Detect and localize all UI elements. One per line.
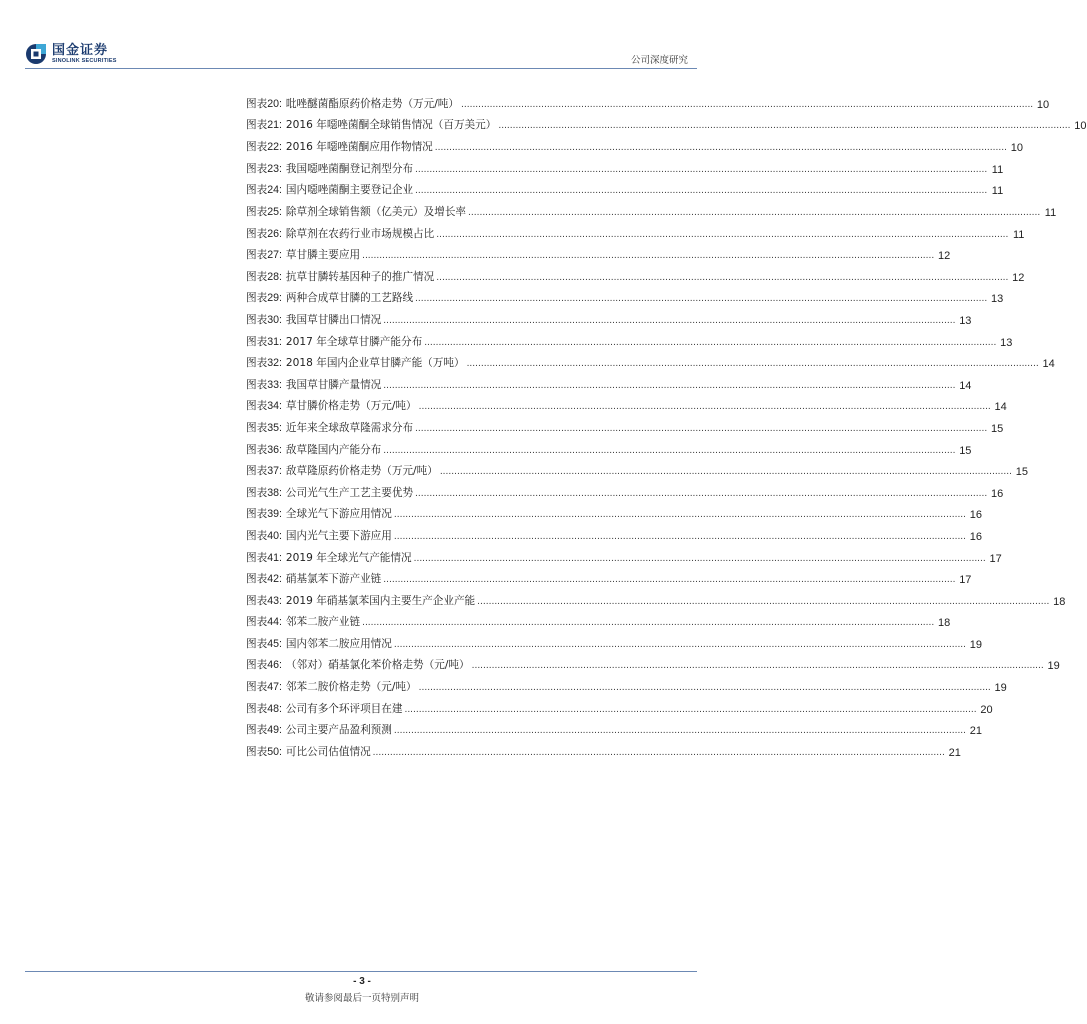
leader-dots: ........................................................................................................................................................................................................ [498, 121, 1071, 132]
leader-dots: ........................................................................................................................................................................................................ [415, 186, 988, 197]
figure-label-text: 图表 [246, 292, 268, 305]
figure-label-text: 图表 [246, 400, 268, 413]
leader-dots: ........................................................................................................................................................................................................ [383, 575, 956, 586]
toc-entry[interactable] [246, 154, 1004, 176]
figure-title: 公司光气生产工艺主要优势 [285, 486, 414, 499]
figure-number: 24: [267, 184, 282, 197]
figure-title: 2016 年噁唑菌酮应用作物情况 [285, 140, 433, 153]
toc-entry[interactable] [246, 672, 1007, 695]
figure-title: 除草剂在农药行业市场规模占比 [285, 227, 435, 240]
leader-dots: ........................................................................................................................................................................................................ [393, 726, 967, 737]
leader-dots: ........................................................................................................................................................................................................ [461, 99, 1034, 110]
figure-number: 47: [267, 681, 282, 694]
leader-dots: ........................................................................................................................................................................................................ [362, 251, 935, 262]
figure-label [246, 442, 282, 457]
toc-entry[interactable] [246, 132, 1023, 154]
figure-number: 48: [267, 702, 282, 715]
figure-label [246, 398, 282, 413]
figure-number: 40: [267, 529, 282, 542]
leader-dots: ........................................................................................................................................................................................................ [468, 207, 1041, 218]
figure-title: 公司有多个环评项目在建 [285, 702, 403, 715]
figure-title: 敌草隆原药价格走势（万元/吨） [285, 465, 438, 478]
page-ref: 15 [1015, 466, 1028, 479]
figure-number: 26: [267, 227, 282, 240]
logo-name-en: SINOLINK SECURITIES [52, 57, 117, 64]
page-ref: 16 [990, 487, 1004, 500]
page-ref: 13 [959, 314, 972, 327]
figure-label [246, 269, 282, 284]
toc-entry[interactable] [246, 392, 1007, 414]
page-number: - 3 - [353, 976, 371, 987]
figure-title: 国内邻苯二胺应用情况 [285, 637, 392, 650]
page-ref: 11 [1044, 206, 1057, 219]
toc-entry[interactable] [246, 629, 983, 651]
page-ref: 17 [959, 574, 972, 587]
page-ref: 11 [991, 185, 1004, 198]
figure-label-text: 图表 [246, 421, 268, 434]
toc-entry[interactable] [246, 521, 983, 543]
figure-number: 37: [267, 465, 282, 478]
figure-number: 34: [267, 400, 282, 413]
figure-number: 46: [267, 659, 282, 672]
figure-label-text: 图表 [246, 702, 268, 715]
page-ref: 15 [990, 422, 1004, 435]
page-ref: 12 [938, 250, 951, 263]
figure-label [246, 420, 282, 435]
figure-label-text: 图表 [246, 140, 268, 153]
figure-label [246, 377, 282, 392]
leader-dots: ........................................................................................................................................................................................................ [393, 531, 967, 542]
figure-label-text: 图表 [246, 443, 268, 456]
figure-title: 2019 年硝基氯苯国内主要生产企业产能 [285, 594, 476, 607]
figure-label-text: 图表 [246, 465, 268, 478]
figure-number: 41: [267, 551, 282, 564]
figure-label-text: 图表 [246, 357, 268, 370]
toc-entry[interactable] [246, 608, 951, 630]
leader-dots: ........................................................................................................................................................................................................ [372, 747, 945, 758]
figure-title: 我国噁唑菌酮登记剂型分布 [285, 162, 414, 175]
figure-label-text: 图表 [246, 637, 268, 650]
figure-label-text: 图表 [246, 745, 268, 758]
figure-number: 20: [267, 97, 282, 110]
disclaimer-note: 敬请参阅最后一页特别声明 [304, 993, 419, 1004]
figure-title: 国内噁唑菌酮主要登记企业 [285, 184, 414, 197]
logo-name-cn: 国金证券 [52, 42, 109, 58]
figure-title: 草甘膦价格走势（万元/吨） [285, 400, 417, 413]
leader-dots: ........................................................................................................................................................................................................ [413, 553, 986, 564]
figure-label-text: 图表 [246, 659, 268, 672]
toc-entry[interactable] [246, 716, 983, 738]
figure-title: 2019 年全球光气产能情况 [285, 551, 412, 564]
figure-label-text: 图表 [246, 313, 268, 326]
leader-dots: ........................................................................................................................................................................................................ [471, 661, 1044, 672]
figure-label-text: 图表 [246, 227, 268, 240]
leader-dots: ........................................................................................................................................................................................................ [424, 337, 997, 348]
toc-entry[interactable] [246, 500, 983, 522]
figure-number: 25: [267, 205, 282, 218]
page-ref: 17 [989, 552, 1002, 565]
company-logo [25, 40, 117, 68]
page-ref: 14 [959, 379, 972, 392]
leader-dots: ........................................................................................................................................................................................................ [415, 294, 988, 305]
figure-label-text: 图表 [246, 573, 268, 586]
toc-entry[interactable] [246, 349, 1055, 371]
figure-title: 硝基氯苯下游产业链 [285, 573, 382, 586]
leader-dots: ........................................................................................................................................................................................................ [477, 596, 1050, 607]
figure-number: 29: [267, 292, 282, 305]
figure-label [246, 636, 282, 651]
figure-label-text: 图表 [246, 681, 268, 694]
figure-label [246, 117, 282, 132]
toc-entry[interactable] [246, 565, 972, 587]
figure-number: 49: [267, 724, 282, 737]
page-ref: 13 [990, 293, 1004, 306]
figure-label [246, 161, 282, 176]
leader-dots: ........................................................................................................................................................................................................ [393, 639, 967, 650]
page-ref: 10 [1074, 120, 1087, 133]
figure-title: 草甘膦主要应用 [285, 249, 361, 262]
figure-label-text: 图表 [246, 551, 268, 564]
figure-label [246, 204, 282, 219]
leader-dots: ........................................................................................................................................................................................................ [436, 272, 1009, 283]
toc-entry[interactable] [246, 478, 1004, 500]
figure-number: 23: [267, 162, 282, 175]
leader-dots: ........................................................................................................................................................................................................ [434, 142, 1007, 153]
figure-label-text: 图表 [246, 205, 268, 218]
figure-label [246, 722, 282, 737]
page-ref: 14 [1042, 358, 1055, 371]
figure-label-text: 图表 [246, 162, 268, 175]
figure-label [246, 96, 282, 111]
toc-entry[interactable] [246, 543, 1002, 565]
figure-label-text: 图表 [246, 486, 268, 499]
figure-number: 44: [267, 616, 282, 629]
page-ref: 11 [1012, 228, 1025, 241]
leader-dots: ........................................................................................................................................................................................................ [439, 467, 1012, 478]
figure-label-text: 图表 [246, 724, 268, 737]
toc-entry[interactable] [246, 284, 1004, 306]
figure-title: 2018 年国内企业草甘膦产能（万吨） [285, 357, 465, 370]
figure-label-text: 图表 [246, 119, 268, 132]
page-ref: 19 [994, 682, 1007, 695]
figure-number: 43: [267, 594, 282, 607]
figure-label [246, 550, 282, 565]
figure-number: 22: [267, 140, 282, 153]
page-ref: 21 [969, 725, 983, 738]
figure-number: 30: [267, 313, 282, 326]
figure-label [246, 614, 282, 629]
page-ref: 18 [1053, 595, 1066, 608]
figure-label-text: 图表 [246, 270, 268, 283]
page-ref: 19 [1047, 660, 1060, 673]
figure-title: 抗草甘膦转基因种子的推广情况 [285, 270, 435, 283]
figure-label [246, 463, 282, 478]
page-ref: 11 [991, 163, 1004, 176]
figure-number: 33: [267, 378, 282, 391]
figure-label-text: 图表 [246, 594, 268, 607]
toc-entry[interactable] [246, 737, 961, 759]
figure-label-text: 图表 [246, 378, 268, 391]
figure-label [246, 139, 282, 154]
leader-dots: ........................................................................................................................................................................................................ [383, 380, 956, 391]
page-ref: 13 [1000, 336, 1013, 349]
figure-title: （邻对）硝基氯化苯价格走势（元/吨） [285, 659, 470, 672]
footer-divider [25, 971, 697, 972]
leader-dots: ........................................................................................................................................................................................................ [383, 315, 956, 326]
figure-label [246, 528, 282, 543]
figure-title: 2017 年全球草甘膦产能分布 [285, 335, 423, 348]
figure-list [246, 89, 1087, 759]
leader-dots: ........................................................................................................................................................................................................ [415, 164, 988, 175]
toc-entry[interactable] [246, 89, 1050, 111]
figure-label [246, 744, 282, 759]
page-ref: 12 [1012, 271, 1025, 284]
page-ref: 14 [994, 401, 1007, 414]
figure-title: 2016 年噁唑菌酮全球销售情况（百万美元） [285, 119, 497, 132]
figure-label [246, 571, 282, 586]
figure-label [246, 226, 282, 241]
figure-label [246, 334, 282, 349]
figure-title: 两种合成草甘膦的工艺路线 [285, 292, 414, 305]
leader-dots: ........................................................................................................................................................................................................ [415, 488, 988, 499]
page-ref: 16 [969, 530, 983, 543]
figure-number: 39: [267, 508, 282, 521]
figure-label-text: 图表 [246, 184, 268, 197]
figure-number: 28: [267, 270, 282, 283]
figure-number: 38: [267, 486, 282, 499]
page-ref: 10 [1010, 141, 1023, 154]
figure-number: 50: [267, 745, 282, 758]
figure-title: 邻苯二胺产业链 [285, 616, 361, 629]
figure-number: 45: [267, 637, 282, 650]
figure-number: 27: [267, 249, 282, 262]
figure-number: 35: [267, 421, 282, 434]
leader-dots: ........................................................................................................................................................................................................ [415, 423, 988, 434]
figure-label [246, 679, 282, 694]
figure-title: 公司主要产品盈利预测 [285, 724, 392, 737]
report-type: 公司深度研究 [630, 55, 688, 66]
figure-title: 我国草甘膦产量情况 [285, 378, 382, 391]
leader-dots: ........................................................................................................................................................................................................ [404, 704, 977, 715]
toc-entry[interactable] [246, 241, 951, 263]
figure-label [246, 312, 282, 327]
toc-entry[interactable] [246, 176, 1004, 198]
figure-title: 国内光气主要下游应用 [285, 529, 392, 542]
figure-label-text: 图表 [246, 249, 268, 262]
figure-number: 31: [267, 335, 282, 348]
figure-label [246, 701, 282, 716]
figure-number: 36: [267, 443, 282, 456]
figure-label-text: 图表 [246, 529, 268, 542]
figure-label-text: 图表 [246, 508, 268, 521]
figure-title: 除草剂全球销售额（亿美元）及增长率 [285, 205, 467, 218]
page-header [0, 0, 724, 70]
figure-label [246, 290, 282, 305]
leader-dots: ........................................................................................................................................................................................................ [466, 359, 1039, 370]
toc-entry[interactable] [246, 586, 1066, 608]
page-ref: 18 [938, 617, 951, 630]
toc-entry[interactable] [246, 457, 1028, 479]
toc-entry[interactable] [246, 370, 972, 392]
leader-dots: ........................................................................................................................................................................................................ [418, 402, 991, 413]
figure-number: 32: [267, 357, 282, 370]
figure-label-text: 图表 [246, 335, 268, 348]
figure-title: 我国草甘膦出口情况 [285, 313, 382, 326]
figure-label [246, 593, 282, 608]
leader-dots: ........................................................................................................................................................................................................ [393, 510, 967, 521]
figure-title: 吡唑醚菌酯原药价格走势（万元/吨） [285, 97, 459, 110]
page-ref: 10 [1036, 98, 1050, 111]
toc-entry[interactable] [246, 327, 1013, 349]
figure-label [246, 657, 282, 672]
figure-title: 可比公司估值情况 [285, 745, 371, 758]
figure-title: 全球光气下游应用情况 [285, 508, 392, 521]
sinolink-logo-icon [25, 43, 47, 65]
leader-dots: ........................................................................................................................................................................................................ [418, 683, 991, 694]
header-divider [25, 68, 697, 69]
toc-entry[interactable] [246, 413, 1004, 435]
figure-label-text: 图表 [246, 97, 268, 110]
figure-label [246, 182, 282, 197]
figure-label-text: 图表 [246, 616, 268, 629]
toc-entry[interactable] [246, 111, 1087, 133]
toc-entry[interactable] [246, 694, 993, 716]
toc-entry[interactable] [246, 219, 1025, 241]
figure-title: 近年来全球敌草隆需求分布 [285, 421, 414, 434]
page-ref: 15 [959, 444, 972, 457]
toc-entry[interactable] [246, 651, 1060, 673]
figure-title: 敌草隆国内产能分布 [285, 443, 382, 456]
figure-number: 21: [267, 119, 282, 132]
figure-label [246, 355, 282, 370]
toc-entry[interactable] [246, 435, 972, 457]
leader-dots: ........................................................................................................................................................................................................ [436, 229, 1009, 240]
page-ref: 20 [980, 703, 993, 716]
toc-entry[interactable] [246, 197, 1057, 219]
figure-label [246, 247, 282, 262]
figure-label [246, 506, 282, 521]
leader-dots: ........................................................................................................................................................................................................ [383, 445, 956, 456]
leader-dots: ........................................................................................................................................................................................................ [362, 618, 935, 629]
toc-entry[interactable] [246, 305, 972, 327]
page-ref: 16 [969, 509, 983, 522]
figure-label [246, 485, 282, 500]
toc-entry[interactable] [246, 262, 1025, 284]
page-ref: 19 [969, 638, 983, 651]
figure-number: 42: [267, 573, 282, 586]
figure-title: 邻苯二胺价格走势（元/吨） [285, 681, 417, 694]
page-ref: 21 [948, 746, 961, 759]
